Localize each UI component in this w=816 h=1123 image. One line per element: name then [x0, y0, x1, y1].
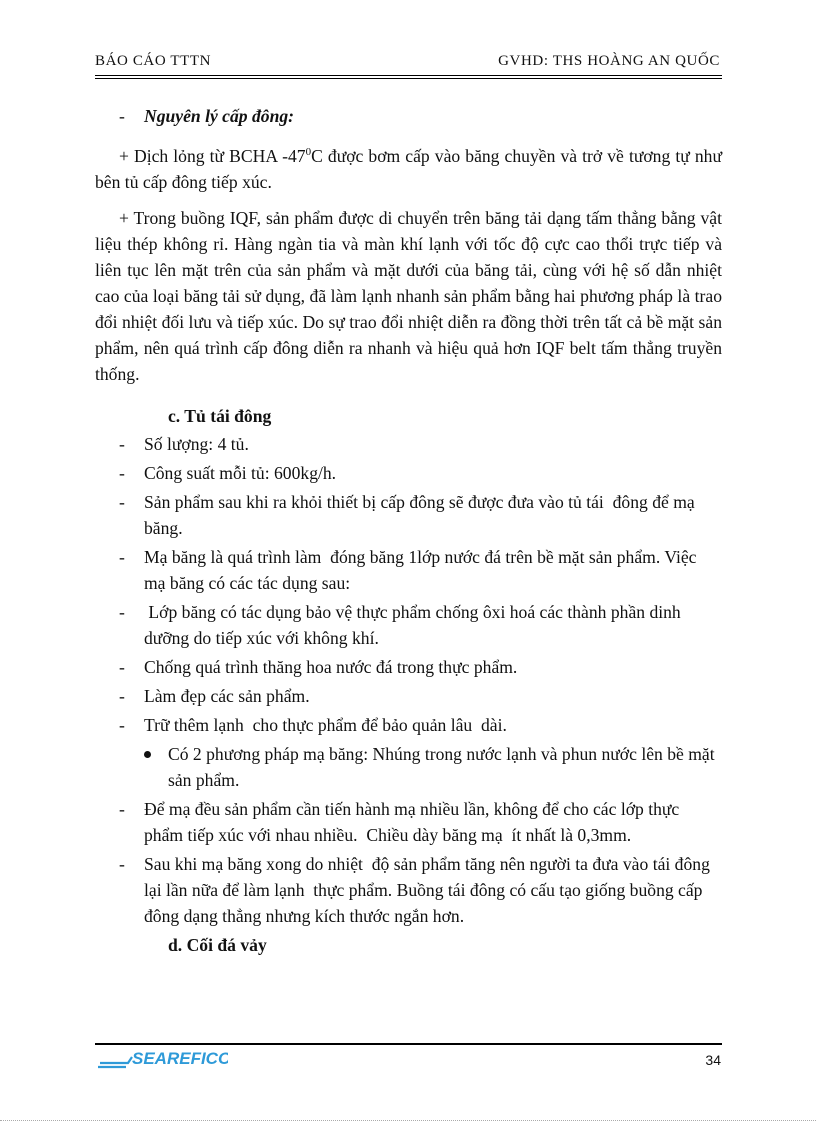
header-report-title: BÁO CÁO TTTN [95, 53, 212, 69]
footer-divider [95, 1043, 722, 1045]
p1-text-after: C được bơm cấp vào băng chuyền và trở về tương tự như bên tủ cấp đông tiếp xúc. [95, 145, 722, 192]
bullet-dot-icon [144, 751, 151, 758]
list-dash: - [119, 106, 125, 126]
list-item [95, 544, 722, 596]
list-item [95, 489, 722, 541]
list-dash: - [119, 546, 125, 567]
list-dash: - [119, 601, 125, 622]
list-item-text: Công suất mỗi tủ: 600kg/h. [144, 462, 337, 483]
list-item [95, 712, 722, 738]
section-c-list [95, 431, 722, 738]
list-dash: - [119, 462, 125, 483]
list-dash: - [119, 433, 125, 454]
page-bottom-edge [0, 1120, 816, 1121]
list-dash: - [119, 656, 125, 677]
list-item [95, 460, 722, 486]
list-item-text: Chống quá trình thăng hoa nước đá trong thực phẩm. [144, 656, 518, 677]
principle-heading-row [95, 103, 722, 129]
list-dash: - [119, 685, 125, 706]
searefico-logo-icon [98, 1047, 228, 1069]
principle-paragraph-1 [95, 139, 722, 195]
list-item [95, 683, 722, 709]
list-item [95, 654, 722, 680]
section-d-heading: d. Cối đá vảy [168, 934, 267, 955]
list-item-text: Sau khi mạ băng xong do nhiệt độ sản phẩm tăng nên người ta đưa vào tái đông lại lần nữa để làm lạnh thực phẩm. Buồng tái đông có cấu tạo giống buồng cấp đông dạng thẳng nhưng kích thước ngắn hơn. [144, 853, 715, 926]
list-item-text: Mạ băng là quá trình làm đóng băng 1lớp nước đá trên bề mặt sản phẩm. Việc mạ băng có các tác dụng sau: [144, 546, 701, 593]
list-dash: - [119, 853, 125, 874]
section-c-heading: c. Tủ tái đông [168, 405, 272, 426]
principle-paragraph-2: + Trong buồng IQF, sản phẩm được di chuyển trên băng tải dạng tấm thẳng bằng vật liệu thép không rỉ. Hàng ngàn tia và màn khí lạnh với tốc độ cực cao thổi trực tiếp và liên tục lên mặt trên của sản phẩm và mặt dưới của băng tải, cùng với hệ số dẫn nhiệt cao của loại băng tải sử dụng, đã làm lạnh nhanh sản phẩm bằng hai phương pháp là trao đổi nhiệt đối lưu và tiếp xúc. Do sự trao đổi nhiệt diễn ra đồng thời trên tất cả bề mặt sản phẩm, nên quá trình cấp đông diễn ra nhanh và hiệu quả hơn IQF belt tấm thẳng truyền thống. [95, 207, 722, 384]
list-item-text: Để mạ đều sản phẩm cần tiến hành mạ nhiều lần, không để cho các lớp thực phẩm tiếp xúc với nhau nhiều. Chiều dày băng mạ ít nhất là 0,3mm. [144, 798, 684, 845]
list-dash: - [119, 714, 125, 735]
logo-wordmark: SEAREFICO [132, 1049, 228, 1068]
list-item-text: Làm đẹp các sản phẩm. [144, 685, 310, 706]
principle-heading: Nguyên lý cấp đông: [144, 106, 295, 126]
header-divider [95, 75, 722, 79]
list-item-text: Số lượng: 4 tủ. [144, 433, 249, 454]
section-c-list-2 [95, 796, 722, 929]
list-dash: - [119, 491, 125, 512]
page-number: 34 [705, 1052, 721, 1068]
bullet-item [95, 741, 722, 793]
searefico-logo [98, 1047, 228, 1074]
list-item-text: Trữ thêm lạnh cho thực phẩm để bảo quản lâu dài. [144, 714, 507, 735]
page-body [95, 100, 722, 960]
list-item [95, 431, 722, 457]
bullet-text: Có 2 phương pháp mạ băng: Nhúng trong nước lạnh và phun nước lên bề mặt sản phẩm. [168, 743, 715, 790]
list-item-text: Lớp băng có tác dụng bảo vệ thực phẩm chống ôxi hoá các thành phần dinh dưỡng do tiếp xúc với không khí. [144, 601, 686, 648]
list-dash: - [119, 798, 125, 819]
p1-text-before: + Dịch lỏng từ BCHA -47 [119, 145, 306, 166]
list-item-text: Sản phẩm sau khi ra khỏi thiết bị cấp đông sẽ được đưa vào tủ tái đông để mạ băng. [144, 491, 700, 538]
list-item [95, 796, 722, 848]
list-item [95, 851, 722, 929]
p1-superscript: 0 [305, 146, 312, 158]
list-item [95, 599, 722, 651]
header-supervisor: GVHD: THS HOÀNG AN QUỐC [498, 53, 720, 69]
